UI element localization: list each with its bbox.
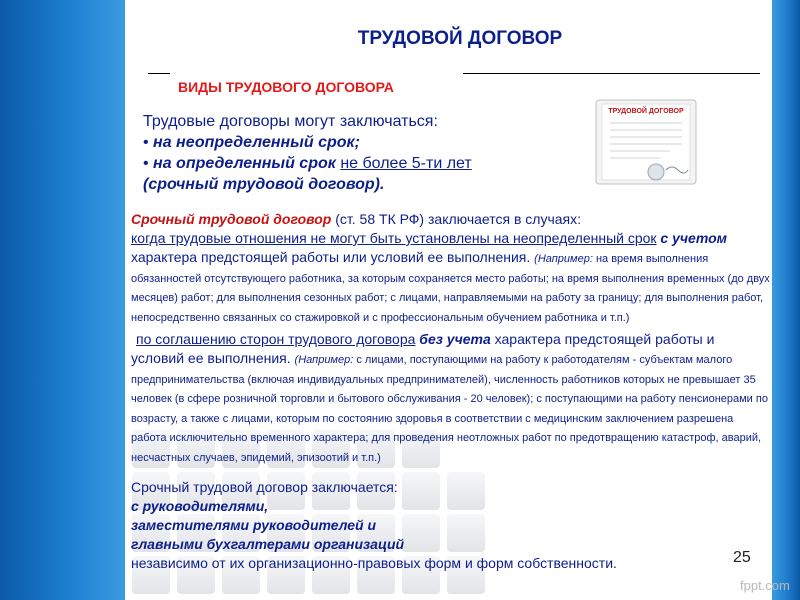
bullet-text: на определенный срок (153, 155, 336, 172)
intro-block (143, 111, 543, 195)
slide-subtitle: ВИДЫ ТРУДОВОГО ДОГОВОРА (178, 79, 394, 95)
final-line: независимо от их организационно-правовых форм и форм собственности. (131, 555, 617, 571)
right-decor-band (772, 0, 800, 600)
final-line-bold: главными бухгалтерами организаций (131, 536, 405, 552)
intro-line: Трудовые договоры могут заключаться: (143, 113, 438, 130)
final-line-bold: с руководителями, (131, 498, 269, 514)
contract-icon-label: ТРУДОВОЙ ДОГОВОР (608, 108, 684, 115)
contract-document-icon (590, 96, 705, 191)
agreement-bold: без учета (415, 331, 491, 347)
example-label: (Например: (534, 253, 593, 265)
intro-bullet: • на определенный срок не более 5-ти лет (143, 155, 472, 172)
watermark: fppt.com (740, 578, 790, 593)
bullet-underlined-text: не более 5-ти лет (340, 155, 472, 172)
intro-line (143, 174, 543, 195)
example-text: с лицами, поступающими на работу к работодателям - субъектам малого предпринимательства (включая индивидуальных предпринимателей), численность работников которых не превышает 35 человек (в сфере розничной торговли и бытового обслуживания - 20 человек); с поступающими на работу пенсионерами по возрасту, а также с лицами, которым по состоянию здоровья в соответствии с медицинским заключением разрешена работа исключительно временного характера; для проведения неотложных работ по предотвращению катастроф, аварий, несчастных случаев, эпидемий, эпизоотий и т.п.) (131, 354, 768, 464)
bullet-text: на неопределенный срок; (153, 134, 360, 151)
example-label: (Например: (294, 354, 354, 366)
example-block (131, 354, 768, 464)
agreement-text: характера предстоящей работы и условий ее выполнения. (131, 331, 715, 366)
slide-title: ТРУДОВОЙ ДОГОВОР (357, 28, 563, 49)
case-paragraph-2 (131, 330, 771, 466)
example-text: на время выполнения обязанностей отсутствующего работника, за которым сохраняется место работы; на время выполнения временных (до двух месяцев) работ; для выполнения сезонных работ; с лицами, направляемыми на работу за границу; для выполнения работ, непосредственно связанных со стажировкой и с профессиональным обучением работника и т.п.) (131, 253, 770, 324)
case-paragraph-1 (131, 210, 771, 326)
condition-underlined: когда трудовые отношения не могут быть установлены на неопределенный срок (131, 230, 657, 246)
page-number: 25 (733, 549, 751, 566)
fixed-term-cases (131, 210, 771, 466)
intro-line-bold: (срочный трудовой договор). (143, 176, 385, 193)
left-decor-band (0, 0, 125, 600)
divider-right (463, 73, 760, 74)
condition-text: характера предстоящей работы или условий ее выполнения. (131, 249, 535, 265)
intro-bullet: • на неопределенный срок; (143, 134, 360, 151)
term-highlight: Срочный трудовой договор (131, 211, 332, 227)
final-line: Срочный трудовой договор заключается: (131, 479, 398, 495)
final-line-bold: заместителями руководителей и (131, 517, 377, 533)
article-reference: (ст. 58 ТК РФ) заключается в случаях: (331, 211, 582, 227)
divider-left (148, 73, 170, 74)
condition-bold: с учетом (656, 230, 728, 246)
agreement-underlined: по соглашению сторон трудового договора (136, 331, 416, 347)
final-block (131, 478, 731, 573)
